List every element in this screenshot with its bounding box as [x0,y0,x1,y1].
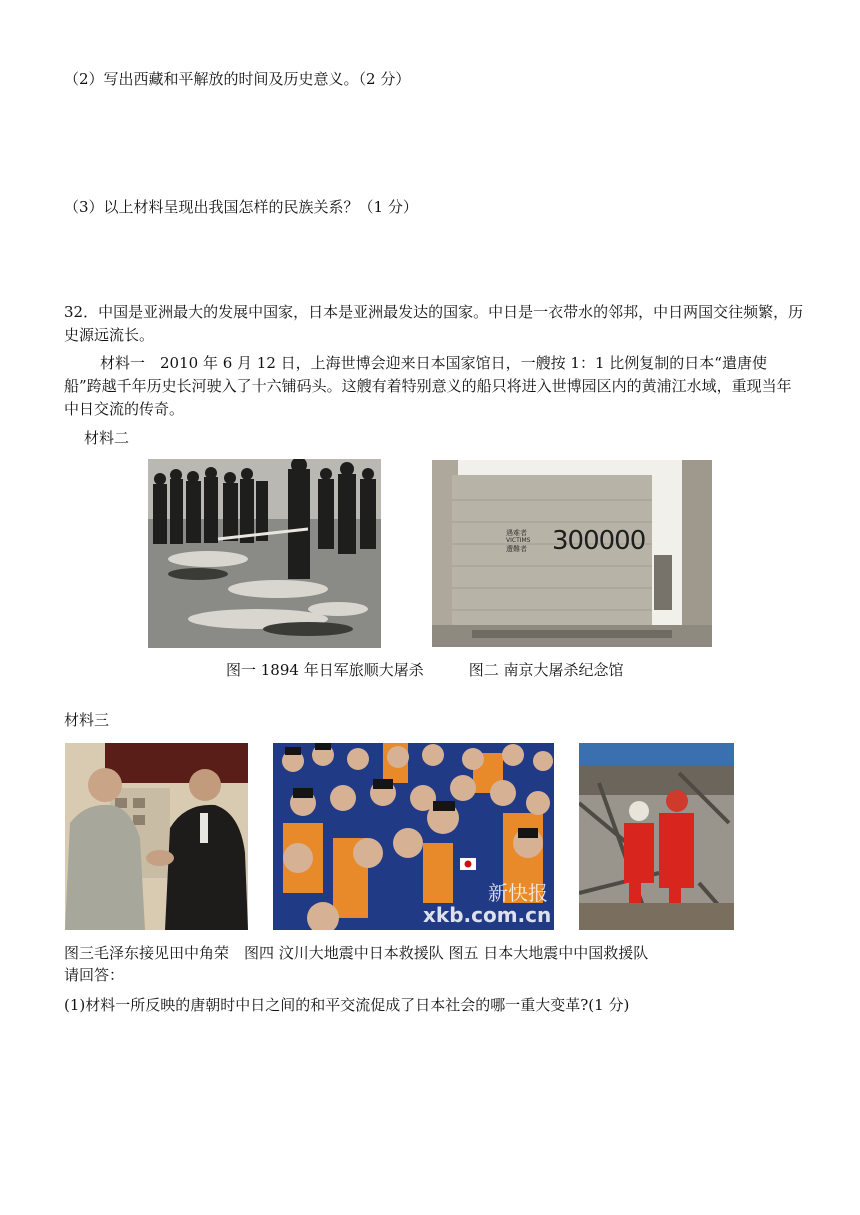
figure-caption-row-1: 图一 1894 年日军旅顺大屠杀 图二 南京大屠杀纪念馆 [226,661,624,679]
figure-4-photo [273,743,554,930]
question-32-intro: 32．中国是亚洲最大的发展中国家，日本是亚洲最发达的国家。中日是一衣带水的邻邦，中日两国交往频繁，历史源远流长。 [64,303,804,344]
watermark-cn: 新快报 [488,881,548,905]
figure-caption-row-2: 图三毛泽东接见田中角荣 图四 汶川大地震中日本救援队 图五 日本大地震中中国救援队 [64,944,649,962]
memorial-text-en: VICTIMS [506,537,531,544]
figure-2-photo [432,460,712,647]
memorial-text-cn2: 遭難者 [506,545,527,553]
material-1-text: 材料一 2010 年 6 月 12 日，上海世博会迎来日本国家馆日，一艘按 1：1 比例复制的日本“遣唐使船”跨越千年历史长河驶入了十六铺码头。这艘有着特别意义的船只将进入世博园区内的黄浦江水域，重现当年中日交流的传奇。 [64,354,792,418]
material-2-label: 材料二 [84,429,130,447]
question-31-part-3: （3）以上材料呈现出我国怎样的民族关系？（1 分） [64,198,418,216]
watermark-url: xkb.com.cn [423,903,552,927]
figure-5-photo [579,743,734,930]
answer-prompt: 请回答： [64,966,125,984]
question-31-part-2: （2）写出西藏和平解放的时间及历史意义。（2 分） [64,70,411,88]
memorial-text-cn1: 遇难者 [506,529,527,537]
figure-1-photo [148,459,381,648]
figure-3-photo [65,743,248,930]
question-32-part-1: (1)材料一所反映的唐朝时中日之间的和平交流促成了日本社会的哪一重大变革?(1 分) [64,996,630,1014]
material-3-label: 材料三 [64,711,110,729]
memorial-number: 300000 [552,526,646,556]
